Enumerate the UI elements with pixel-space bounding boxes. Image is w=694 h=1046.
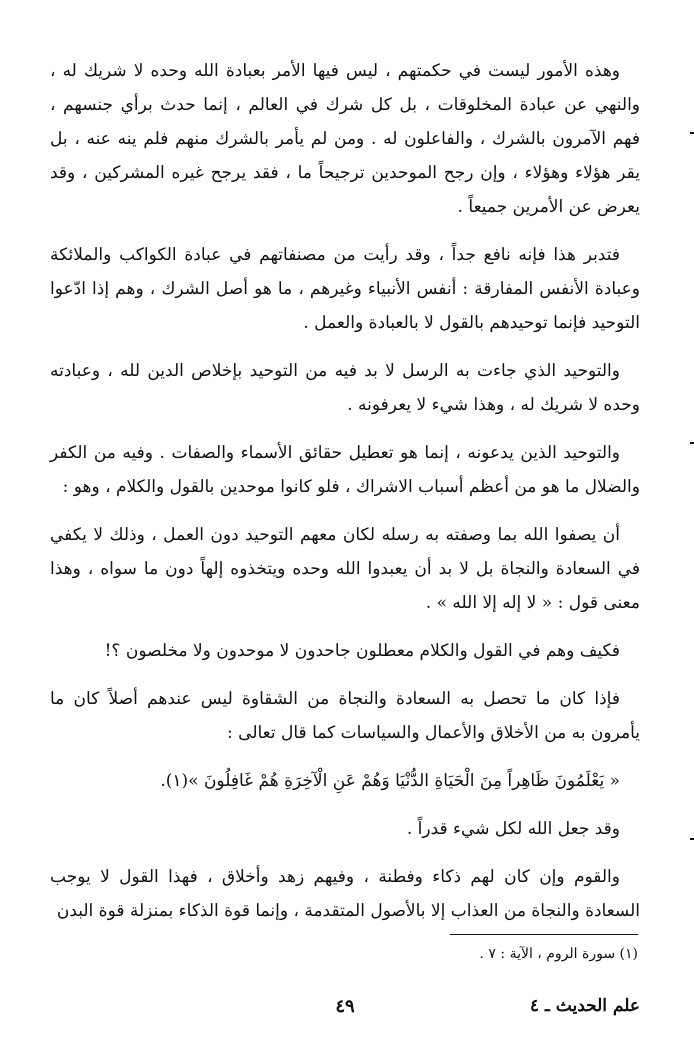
paragraph-9: وقد جعل الله لكل شيء قدراً . bbox=[406, 819, 620, 839]
running-title: علم الحديث ـ ٤ bbox=[529, 996, 640, 1016]
paragraph-10: والقوم وإن كان لهم ذكاء وفطنة ، وفيهم زهد وأخلاق ، فهذا القول لا يوجب السعادة والنجاة من العذاب إلا بالأصول المتقدمة ، وإنما قوة الذكاء بمنزلة قوة البدن bbox=[50, 867, 640, 921]
page-number: ٤٩ bbox=[335, 996, 355, 1017]
footnote: (١) سورة الروم ، الآية : ٧ . bbox=[479, 946, 638, 962]
scan-edge-mark bbox=[690, 442, 694, 444]
paragraph-1: وهذه الأمور ليست في حكمتهم ، ليس فيها الأمر بعبادة الله وحده لا شريك له ، والنهي عن عبادة المخلوقات ، بل كل شرك في العالم ، إنما حدث برأي جنسهم ، فهم الآمرون بالشرك ، والفاعلون له . ومن لم يأمر بالشرك منهم فلم ينه عنه ، بل يقر هؤلاء وهؤلاء ، وإن رجح الموحدين ترجيحاً ما ، فقد يرجح غيره المشركين ، وقد يعرض عن الأمرين جميعاً . bbox=[50, 61, 640, 217]
paragraph-3: والتوحيد الذي جاءت به الرسل لا بد فيه من التوحيد بإخلاص الدين لله ، وعبادته وحده لا شريك له ، وهذا شيء لا يعرفونه . bbox=[50, 361, 640, 415]
paragraph-2: فتدبر هذا فإنه نافع جداً ، وقد رأيت من مصنفاتهم في عبادة الكواكب والملائكة وعبادة الأنفس المفارقة : أنفس الأنبياء وغيرهم ، ما هو أصل الشرك ، وهم إذا ادّعوا التوحيد فإنما توحيدهم بالقول لا بالعبادة والعمل . bbox=[50, 245, 640, 333]
paragraph-4: والتوحيد الذين يدعونه ، إنما هو تعطيل حقائق الأسماء والصفات . وفيه من الكفر والضلال ما هو من أعظم أسباب الاشراك ، فلو كانوا موحدين بالقول والكلام ، وهو : bbox=[50, 443, 640, 497]
footnote-divider bbox=[450, 934, 638, 935]
scan-edge-mark bbox=[690, 838, 694, 840]
scan-edge-mark bbox=[690, 132, 694, 134]
paragraph-6: فكيف وهم في القول والكلام معطلون جاحدون لا موحدون ولا مخلصون ؟! bbox=[104, 641, 620, 661]
body-text bbox=[50, 54, 640, 942]
paragraph-5: أن يصفوا الله بما وصفته به رسله لكان معهم التوحيد دون العمل ، وذلك لا يكفي في السعادة والنجاة بل لا بد أن يعبدوا الله وحده ويتخذوه إلهاً دون ما سواه ، وهذا معنى قول : « لا إله إلا الله » . bbox=[50, 525, 640, 613]
quran-verse: « يَعْلَمُونَ ظَاهِراً مِنَ الْحَيَاةِ الدُّنْيَا وَهُمْ عَنِ الْآخِرَةِ هُمْ غَافِلُونَ »(١). bbox=[160, 771, 620, 791]
paragraph-7: فإذا كان ما تحصل به السعادة والنجاة من الشقاوة ليس عندهم أصلاً كان ما يأمرون به من الأخلاق والأعمال والسياسات كما قال تعالى : bbox=[50, 689, 640, 743]
